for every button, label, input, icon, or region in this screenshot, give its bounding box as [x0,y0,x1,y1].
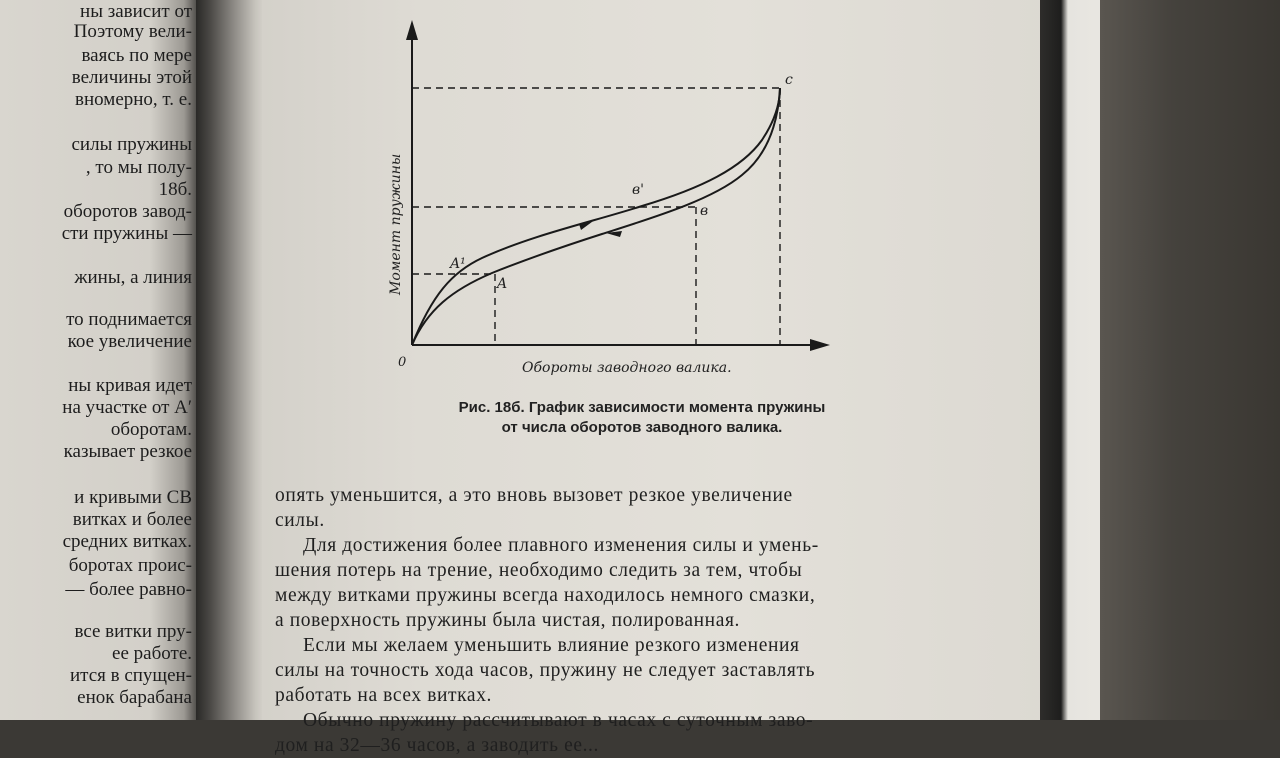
unwinding-curve [412,88,780,345]
paragraph-1 [275,483,955,533]
paragraph-2 [275,533,955,633]
text-line: работать на всех витках. [275,685,493,706]
left-page-line: Поэтому вели- [73,21,192,42]
text-line: между витками пружины всегда находилось немного смазки, [275,585,816,606]
point-label-a-prime: A¹ [450,256,466,272]
left-page-line: оборотам. [110,419,192,440]
caption-line-1: Рис. 18б. График зависимости момента пружины [458,399,826,416]
x-axis-arrow [810,339,830,351]
left-page-line: енок барабана [77,687,192,708]
left-page-line: то поднимается [66,309,192,330]
left-page-line: ится в спущен- [69,665,192,686]
point-label-a: A [497,276,508,292]
left-page-line: средних витках. [62,531,192,552]
left-page-line: все витки пру- [74,621,192,642]
paragraph-4 [275,708,955,758]
y-axis-arrow [406,20,418,40]
origin-label: 0 [398,355,407,370]
left-page-line: боротах проис- [68,555,192,576]
right-page [262,0,1052,756]
left-page-line: величины этой [71,67,192,88]
text-line: шения потерь на трение, необходимо следить за тем, чтобы [275,560,803,581]
spring-torque-graph [382,10,982,395]
text-line: Для достижения более плавного изменения силы и умень- [303,535,819,556]
left-page-line [0,244,200,268]
x-axis-label: Обороты заводного валика. [522,360,732,376]
left-page-line: — более равно- [65,579,192,600]
left-page-line: кое увеличение [67,331,192,352]
text-line: силы на точность хода часов, пружину не следует заставлять [275,660,816,681]
left-page-line: на участке от A′ [62,397,192,418]
text-line: Обычно пружину рассчитывают в часах с суточным заво- [303,710,814,731]
left-page-line: ее работе. [112,643,192,664]
point-label-b-prime: в' [632,182,644,198]
winding-curve [412,88,780,345]
left-page-line: и кривыми CB [74,487,192,508]
left-page-line: сти пружины — [61,223,192,244]
text-line: опять уменьшится, а это вновь вызовет резкое увеличение [275,485,793,506]
point-label-c: c [785,72,793,88]
body-text [275,483,955,758]
left-page-line: жины, а линия [74,267,192,288]
left-page-line: ны кривая идет [68,375,192,396]
y-axis-label: Момент пружины [388,153,404,295]
left-page-line [0,110,200,134]
book-gutter [196,0,266,720]
left-page [0,0,200,720]
left-page-line: вномерно, т. е. [75,89,192,110]
winding-arrow [579,219,596,230]
left-page-line: ны зависит от [80,1,192,22]
figure-caption [362,398,922,438]
text-line: а поверхность пружины была чистая, полированная. [275,610,741,631]
left-page-line: 18б. [158,179,192,200]
left-page-line: ваясь по мере [81,45,192,66]
caption-line-2: от числа оборотов заводного валика. [501,419,783,436]
left-page-line: витках и более [72,509,192,530]
left-page-line: , то мы полу- [85,157,192,178]
text-line: силы. [275,510,325,531]
left-page-line: оборотов завод- [63,201,192,222]
point-label-b: в [700,203,709,219]
paragraph-3 [275,633,955,708]
text-line: дом на 32—36 часов, а заводить ее... [275,735,600,756]
table-background [1100,0,1280,720]
left-page-line [0,462,200,486]
left-page-line: казывает резкое [63,441,192,462]
text-line: Если мы желаем уменьшить влияние резкого изменения [303,635,800,656]
left-page-line [0,352,200,376]
left-page-line: силы пружины [71,134,192,155]
